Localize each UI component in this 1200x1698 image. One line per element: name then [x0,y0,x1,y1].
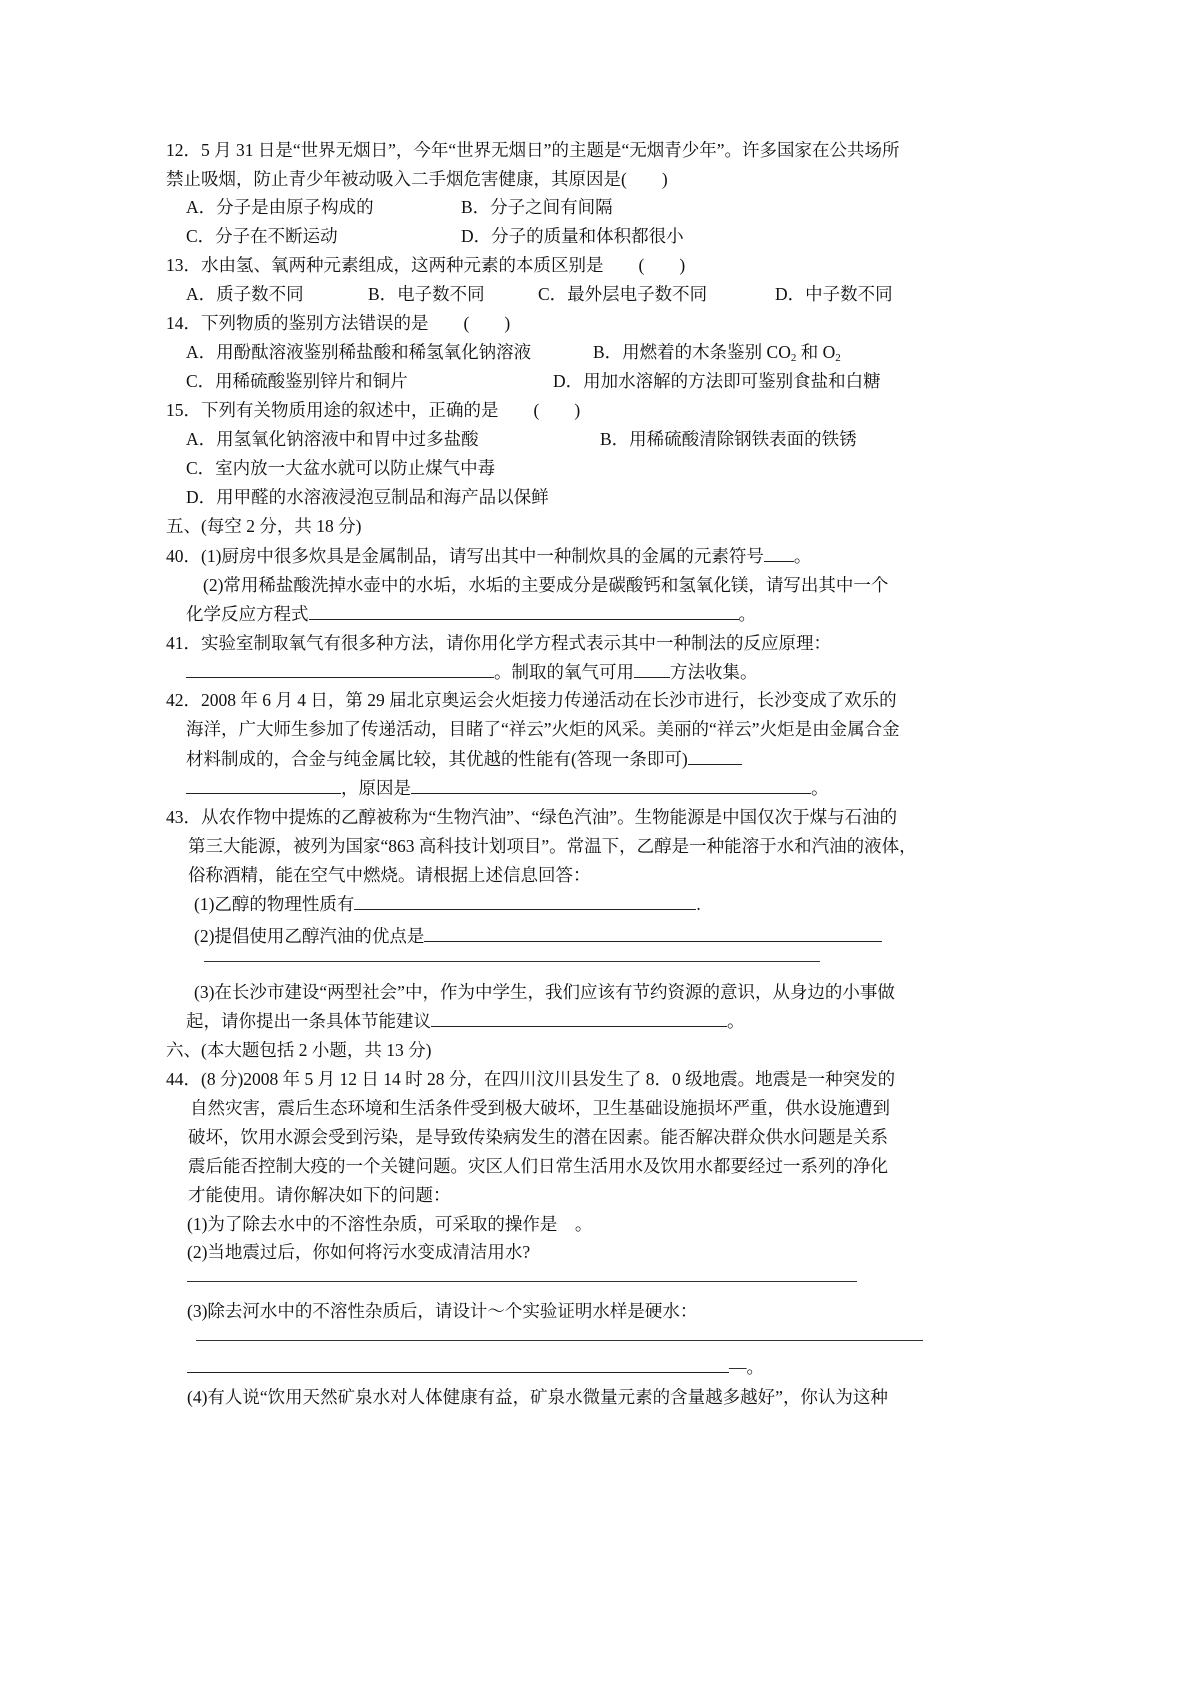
q12-option-a: A．分子是由原子构成的 [186,197,374,217]
q44-part3: (3)除去河水中的不溶性杂质后，请设计～个实验证明水样是硬水： [187,1301,698,1321]
q41-text: 方法收集。 [670,662,758,682]
answer-blank[interactable] [187,1356,729,1373]
q15-option-d: D．用甲醛的水溶液浸泡豆制品和海产品以保鲜 [186,487,549,507]
q44-stem-cont: 破坏，饮用水源会受到污染，是导致传染病发生的潜在因素。能否解决群众供水问题是关系 [188,1127,888,1147]
q42-text: 材料制成的，合金与纯金属比较，其优越的性能有(答现一条即可) [186,749,688,769]
answer-blank[interactable] [186,661,494,678]
q13-stem: 13．水由氢、氧两种元素组成，这两种元素的本质区别是 ( ) [166,255,686,275]
punct: —。 [729,1357,764,1377]
q42-stem-cont [186,748,742,770]
answer-blank[interactable] [186,777,341,794]
q40-part1-text: 40．(1)厨房中很多炊具是金属制品，请写出其中一种制炊具的金属的元素符号 [166,546,764,566]
q43-part3: (3)在长沙市建设“两型社会”中，作为中学生，我们应该有节约资源的意识，从身边的小事做 [194,982,895,1002]
q13-option-d: D．中子数不同 [775,284,893,304]
section-6-heading: 六、(本大题包括 2 小题，共 13 分) [166,1040,432,1060]
q43-stem-cont: 第三大能源，被列为国家“863 高科技计划项目”。常温下，乙醇是一种能溶于水和汽油的液体， [188,836,917,856]
answer-blank[interactable] [354,893,696,910]
punct: 。 [793,546,812,566]
q43-stem-cont: 俗称酒精，能在空气中燃烧。请根据上述信息回答： [188,865,591,885]
subscript: 2 [835,352,841,364]
punct: 。 [811,778,829,798]
q43-part3-text: 起，请你提出一条具体节能建议 [186,1011,431,1031]
q40-part2: (2)常用稀盐酸洗掉水壶中的水垢，水垢的主要成分是碳酸钙和氢氧化镁，请写出其中一个 [203,575,889,595]
q43-part3-cont [186,1010,745,1032]
q40-part2-cont [186,603,756,625]
q15-option-b: B．用稀硫酸清除钢铁表面的铁锈 [600,429,857,449]
q13-option-c: C．最外层电子数不同 [538,284,708,304]
subscript: 2 [790,352,797,364]
q13-option-a: A．质子数不同 [186,284,304,304]
q42-text: ，原因是 [341,778,411,798]
q13-option-b: B．电子数不同 [368,284,485,304]
q43-part1-text: (1)乙醇的物理性质有 [194,894,355,914]
answer-blank[interactable] [764,545,794,562]
q14-option-b-text: 和 O [796,342,836,362]
q43-part2-text: (2)提倡使用乙醇汽油的优点是 [194,926,425,946]
q43-stem: 43．从农作物中提炼的乙醇被称为“生物汽油”、“绿色汽油”。生物能源是中国仅次于煤与石油的 [166,807,898,827]
q12-option-b: B．分子之间有间隔 [461,197,613,217]
q44-stem-cont: 才能使用。请你解决如下的问题： [188,1185,451,1205]
q41-text: 。制取的氧气可用 [494,662,634,682]
section-5-heading: 五、(每空 2 分，共 18 分) [166,516,362,536]
q15-option-a: A．用氢氧化钠溶液中和胃中过多盐酸 [186,429,479,449]
q14-option-d: D．用加水溶解的方法即可鉴别食盐和白糖 [553,371,881,391]
answer-line[interactable] [187,1281,857,1282]
punct: 。 [738,604,756,624]
q14-option-b-text: B．用燃着的木条鉴别 CO [593,342,791,362]
q12-stem-cont: 禁止吸烟，防止青少年被动吸入二手烟危害健康，其原因是( ) [166,169,668,189]
q41-answer-line [186,661,758,683]
q44-part1: (1)为了除去水中的不溶性杂质，可采取的操作是 。 [187,1214,593,1234]
q44-part2: (2)当地震过后，你如何将污水变成清洁用水? [187,1242,531,1262]
answer-blank[interactable] [688,748,742,765]
q15-option-c: C．室内放一大盆水就可以防止煤气中毒 [186,458,496,478]
answer-blank[interactable] [431,1010,727,1027]
q12-option-d: D．分子的质量和体积都很小 [461,226,684,246]
q44-stem: 44．(8 分)2008 年 5 月 12 日 14 时 28 分，在四川汶川县发生了 8．0 级地震。地震是一种突发的 [166,1069,896,1089]
punct: 。 [727,1011,745,1031]
q40-part1 [166,545,811,567]
q14-option-c: C．用稀硫酸鉴别锌片和铜片 [186,371,408,391]
q44-part3-answer [187,1356,764,1378]
answer-blank[interactable] [411,777,811,794]
answer-blank[interactable] [424,925,882,942]
q44-part4: (4)有人说“饮用天然矿泉水对人体健康有益，矿泉水微量元素的含量越多越好”，你认为这种 [187,1387,888,1407]
answer-line[interactable] [204,961,820,962]
punct: . [696,894,701,914]
answer-blank[interactable] [634,661,670,678]
q14-stem: 14．下列物质的鉴别方法错误的是 ( ) [166,313,511,333]
q42-answer-line [186,777,829,799]
q43-part1 [194,893,701,915]
answer-blank[interactable] [309,603,739,620]
q12-stem: 12．5 月 31 日是“世界无烟日”，今年“世界无烟日”的主题是“无烟青少年”。许多国家在公共场所 [166,140,900,160]
q43-part2 [194,925,882,947]
q40-part2-text: 化学反应方程式 [186,604,309,624]
q14-option-a: A．用酚酞溶液鉴别稀盐酸和稀氢氧化钠溶液 [186,342,532,362]
q41-stem: 41．实验室制取氧气有很多种方法，请你用化学方程式表示其中一种制法的反应原理： [166,633,831,653]
q14-option-b [593,341,841,363]
q15-stem: 15．下列有关物质用途的叙述中，正确的是 ( ) [166,400,581,420]
q44-stem-cont: 震后能否控制大疫的一个关键问题。灾区人们日常生活用水及饮用水都要经过一系列的净化 [188,1156,888,1176]
q12-option-c: C．分子在不断运动 [186,226,338,246]
q42-stem: 42．2008 年 6 月 4 日，第 29 届北京奥运会火炬接力传递活动在长沙市进行，长沙变成了欢乐的 [166,690,897,710]
q42-stem-cont: 海洋，广大师生参加了传递活动，目睹了“祥云”火炬的风采。美丽的“祥云”火炬是由金属合金 [186,719,900,739]
answer-line[interactable] [196,1340,923,1341]
q44-stem-cont: 自然灾害，震后生态环境和生活条件受到极大破坏，卫生基础设施损坏严重，供水设施遭到 [190,1098,890,1118]
